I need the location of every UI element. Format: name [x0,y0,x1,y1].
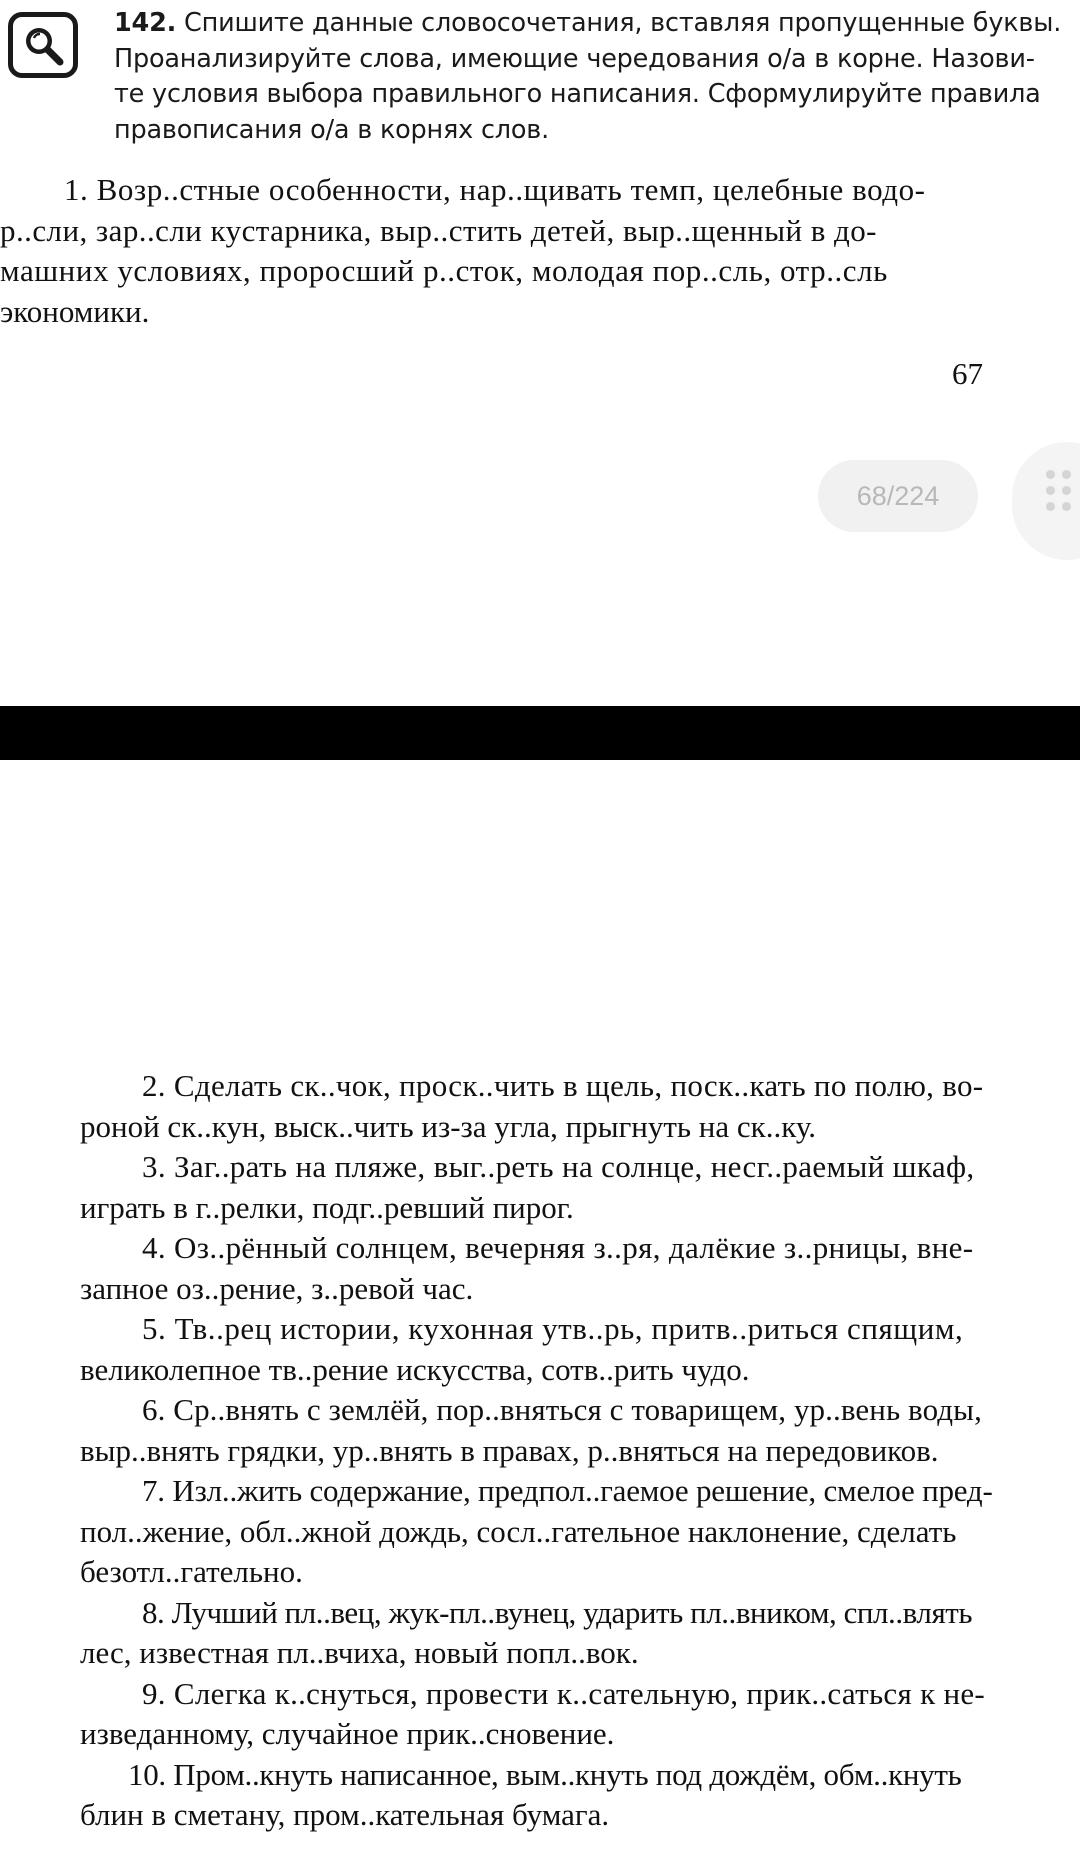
exercise-line: 4. Оз..рённый солнцем, вечерняя з..ря, далёкие з..рницы, вне- [142,1230,974,1265]
exercise-line: играть в г..релки, подг..ревший пирог. [80,1189,574,1225]
exercise-1-line: экономики. [0,293,150,329]
page-indicator[interactable]: 68/224 [818,460,978,532]
task-number: 142. [114,8,177,38]
exercise-line: 10. Пром..кнуть написанное, вым..кнуть под дождём, обм..кнуть [128,1756,962,1792]
task-instructions [114,6,1062,148]
exercise-line: роной ск..кун, выск..чить из-за угла, прыгнуть на ск..ку. [80,1108,816,1144]
task-line-2: Проанализируйте слова, имеющие чередования о/а в корне. Назови- [114,43,1035,74]
exercise-1 [0,170,1000,332]
exercise-line: великолепное тв..рение искусства, сотв..рить чудо. [80,1351,750,1387]
exercise-1-line: р..сли, зар..сли кустарника, выр..стить детей, выр..щенный в до- [0,212,877,248]
exercise-line: 2. Сделать ск..чок, проск..чить в щель, поск..кать по полю, во- [142,1068,984,1103]
exercise-line: 9. Слегка к..снуться, провести к..сательную, прик..саться к не- [142,1675,986,1711]
exercise-line: пол..жение, обл..жной дождь, сосл..гательное наклонение, сделать [80,1513,957,1549]
exercise-line: запное оз..рение, з..ревой час. [80,1270,474,1306]
exercise-line: 5. Тв..рец истории, кухонная утв..рь, притв..риться спящим, [142,1311,964,1346]
magnifier-icon [8,12,78,78]
exercise-list [0,1066,1080,1836]
exercise-line: лес, известная пл..вчиха, новый попл..вок. [80,1635,639,1670]
exercise-line: безотл..гательно. [80,1554,303,1589]
task-line-4: правописания о/а в корнях слов. [114,114,550,145]
page-divider [0,706,1080,760]
exercise-line: выр..внять грядки, ур..внять в правах, р..вняться на передовиков. [80,1432,939,1468]
exercise-line: блин в сметану, пром..кательная бумага. [80,1797,610,1832]
exercise-line: 6. Ср..внять с землёй, пор..вняться с товарищем, ур..вень воды, [142,1392,982,1427]
exercise-line: 8. Лучший пл..вец, жук-пл..вунец, ударить пл..вником, спл..влять [142,1594,973,1630]
page-number: 67 [952,356,983,391]
task-line-1: Спишите данные словосочетания, вставляя пропущенные буквы. [176,8,1062,38]
task-line-3: те условия выбора правильного написания. Сформулируйте правила [114,79,1041,109]
exercise-1-line: машних условиях, проросший р..сток, молодая пор..сль, отр..сль [0,253,888,288]
menu-handle[interactable] [1012,442,1080,560]
exercise-line: 7. Изл..жить содержание, предпол..гаемое решение, смелое пред- [142,1473,993,1508]
exercise-line: изведанному, случайное прик..сновение. [80,1716,615,1751]
exercise-line: 3. Заг..рать на пляже, выг..реть на солнце, несг..раемый шкаф, [142,1149,975,1184]
exercise-1-line: 1. Возр..стные особенности, нар..щивать темп, целебные водо- [64,172,926,207]
